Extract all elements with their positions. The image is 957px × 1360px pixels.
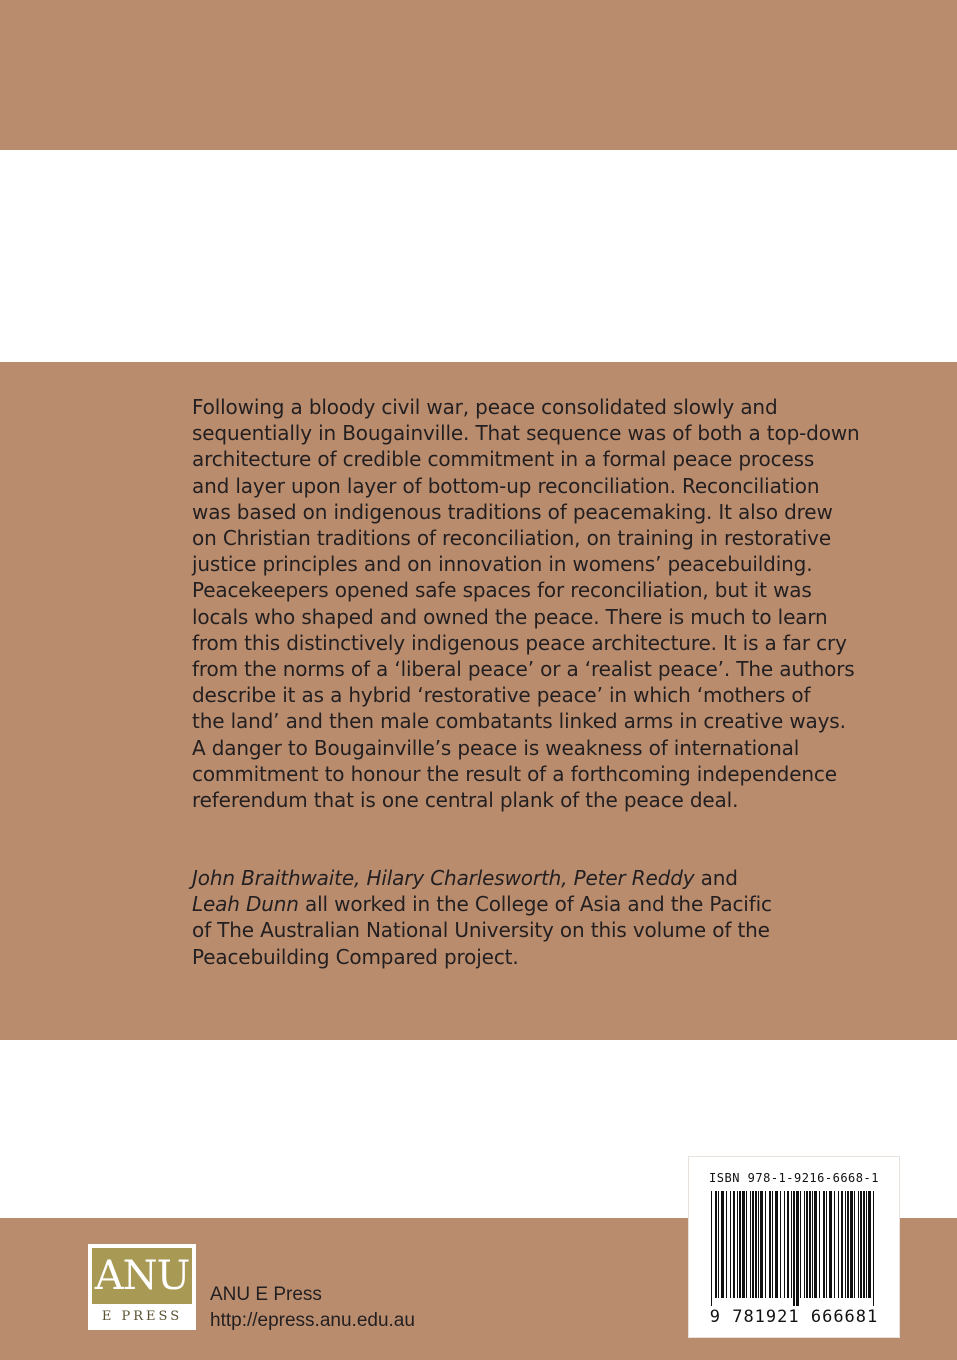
blurb-line: sequentially in Bougainville. That sequence was of both a top-down (192, 421, 860, 446)
author-conjunction: and (694, 866, 738, 890)
blurb-line: locals who shaped and owned the peace. There is much to learn (192, 604, 828, 629)
barcode-digits: 9 781921 666681 (709, 1307, 879, 1327)
blurb-line: referendum that is one central plank of the peace deal. (192, 788, 739, 813)
isbn-label: ISBN 978-1-9216-6668-1 (709, 1171, 879, 1185)
top-color-band (0, 0, 957, 150)
upper-white-band (0, 150, 957, 362)
blurb-line: architecture of credible commitment in a formal peace process (192, 447, 815, 472)
author-bio-line (192, 865, 892, 891)
blurb-line: from this distinctively indigenous peace architecture. It is a far cry (192, 630, 847, 655)
author-bio-line (192, 891, 892, 917)
logo-epress-text: E PRESS (101, 1309, 183, 1324)
publisher-name: ANU E Press (210, 1284, 322, 1305)
blurb-line: was based on indigenous traditions of peacemaking. It also drew (192, 499, 833, 524)
publisher-url[interactable]: http://epress.anu.edu.au (210, 1310, 415, 1331)
blurb-line: describe it as a hybrid ‘restorative peace’ in which ‘mothers of (192, 683, 811, 708)
blurb-line: the land’ and then male combatants linked arms in creative ways. (192, 709, 846, 734)
blurb-line: Following a bloody civil war, peace consolidated slowly and (192, 395, 778, 419)
author-bio-line: of The Australian National University on this volume of the (192, 918, 770, 943)
author-bio-text: all worked in the College of Asia and the Pacific (298, 892, 772, 917)
book-blurb (192, 394, 892, 813)
author-name-last: Leah Dunn (192, 892, 299, 917)
blurb-line: from the norms of a ‘liberal peace’ or a ‘realist peace’. The authors (192, 657, 855, 682)
author-bio (192, 865, 892, 970)
publisher-info (210, 1282, 415, 1334)
author-bio-line: Peacebuilding Compared project. (192, 944, 519, 969)
blurb-line: and layer upon layer of bottom-up reconciliation. Reconciliation (192, 473, 820, 498)
blurb-line: A danger to Bougainville’s peace is weakness of international (192, 735, 800, 760)
anu-epress-logo (88, 1244, 196, 1330)
blurb-line: justice principles and on innovation in womens’ peacebuilding. (192, 552, 813, 577)
blurb-line: on Christian traditions of reconciliation, on training in restorative (192, 526, 831, 551)
author-names: John Braithwaite, Hilary Charlesworth, Peter Reddy (192, 866, 695, 890)
blurb-line: commitment to honour the result of a forthcoming independence (192, 761, 837, 786)
barcode-bars (709, 1191, 879, 1306)
isbn-barcode (688, 1156, 900, 1338)
logo-anu-text: ANU (92, 1248, 192, 1304)
blurb-line: Peacekeepers opened safe spaces for reconciliation, but it was (192, 578, 812, 603)
